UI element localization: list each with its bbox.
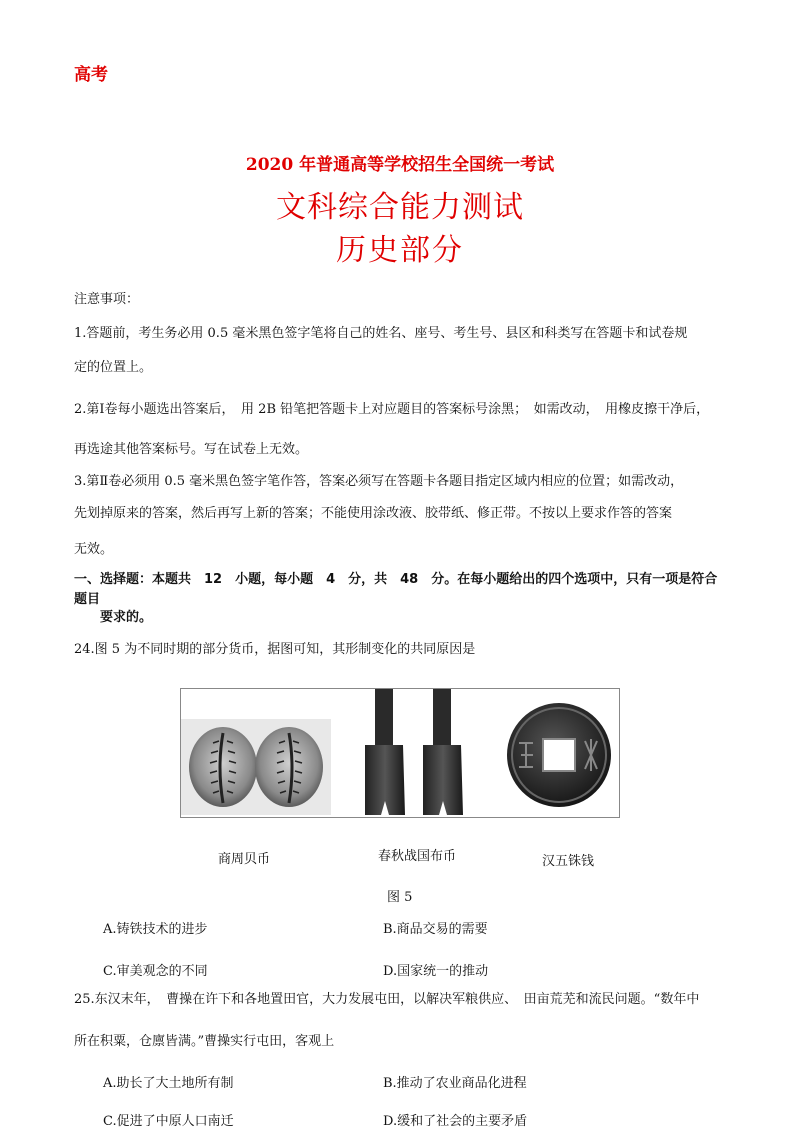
header-tag: 高考 — [74, 65, 108, 85]
note-3-line-a: 3.第Ⅱ卷必须用 0.5 毫米黑色签字笔作答，答案必须写在答题卡各题目指定区域内相应的位置；如需改动， — [74, 474, 684, 489]
q24-option-c: C.审美观念的不同 — [103, 964, 208, 979]
exam-title-line3: 历史部分 — [336, 233, 464, 268]
shell-coin-right-icon — [255, 727, 323, 807]
figure-caption-shell: 商周贝币 — [218, 852, 271, 867]
q24-option-b: B.商品交易的需要 — [383, 922, 488, 937]
shell-coin-left-icon — [189, 727, 257, 807]
figure-caption-wuzhu: 汉五铢钱 — [542, 854, 595, 869]
note-1-line-a: 1.答题前，考生务必用 0.5 毫米黑色签字笔将自己的姓名、座号、考生号、县区和科类写在答题卡和试卷规 — [74, 326, 688, 341]
q25-option-d: D.缓和了社会的主要矛盾 — [383, 1114, 528, 1129]
q24-option-d: D.国家统一的推动 — [383, 964, 489, 979]
section-heading-line2: 要求的。 — [100, 610, 153, 625]
note-1-line-b: 定的位置上。 — [74, 360, 153, 375]
note-2-line-a: 2.第Ⅰ卷每小题选出答案后， 用 2B 铅笔把答题卡上对应题目的答案标号涂黑； 如需改动， 用橡皮擦干净后， — [74, 402, 710, 417]
q25-option-a: A.助长了大土地所有制 — [103, 1076, 234, 1091]
exam-title-line1: 2020 年普通高等学校招生全国统一考试 — [245, 155, 555, 175]
figure-label: 图 5 — [387, 890, 413, 905]
currency-figure — [180, 688, 620, 818]
figure-caption-spade: 春秋战国布币 — [378, 849, 457, 864]
q25-stem-line2: 所在积粟，仓廪皆满。”曹操实行屯田，客观上 — [74, 1034, 335, 1049]
q24-stem: 24.图 5 为不同时期的部分货币，据图可知，其形制变化的共同原因是 — [74, 642, 476, 657]
notes-heading: 注意事项： — [74, 292, 140, 307]
wuzhu-coin-icon — [507, 703, 611, 807]
currency-illustration — [181, 689, 619, 817]
q25-option-c: C.促进了中原人口南迁 — [103, 1114, 234, 1129]
note-2-line-b: 再选途其他答案标号。写在试卷上无效。 — [74, 442, 309, 457]
exam-title-line2: 文科综合能力测试 — [276, 190, 524, 225]
spade-coin-left-icon — [365, 689, 405, 815]
note-3-line-c: 无效。 — [74, 542, 114, 557]
section-heading-line1: 一、选择题：本题共 12 小题，每小题 4 分，共 48 分。在每小题给出的四个选项中，只有一项是符合题目 — [74, 572, 718, 607]
q24-option-a: A.铸铁技术的进步 — [103, 922, 208, 937]
q25-stem-line1: 25.东汉末年， 曹操在许下和各地置田官，大力发展屯田，以解决军粮供应、 田亩荒芜和流民问题。“数年中 — [74, 992, 700, 1007]
q25-option-b: B.推动了农业商品化进程 — [383, 1076, 527, 1091]
note-3-line-b: 先划掉原来的答案，然后再写上新的答案；不能使用涂改液、胶带纸、修正带。不按以上要求作答的答案 — [74, 506, 673, 521]
spade-coin-right-icon — [423, 689, 463, 815]
